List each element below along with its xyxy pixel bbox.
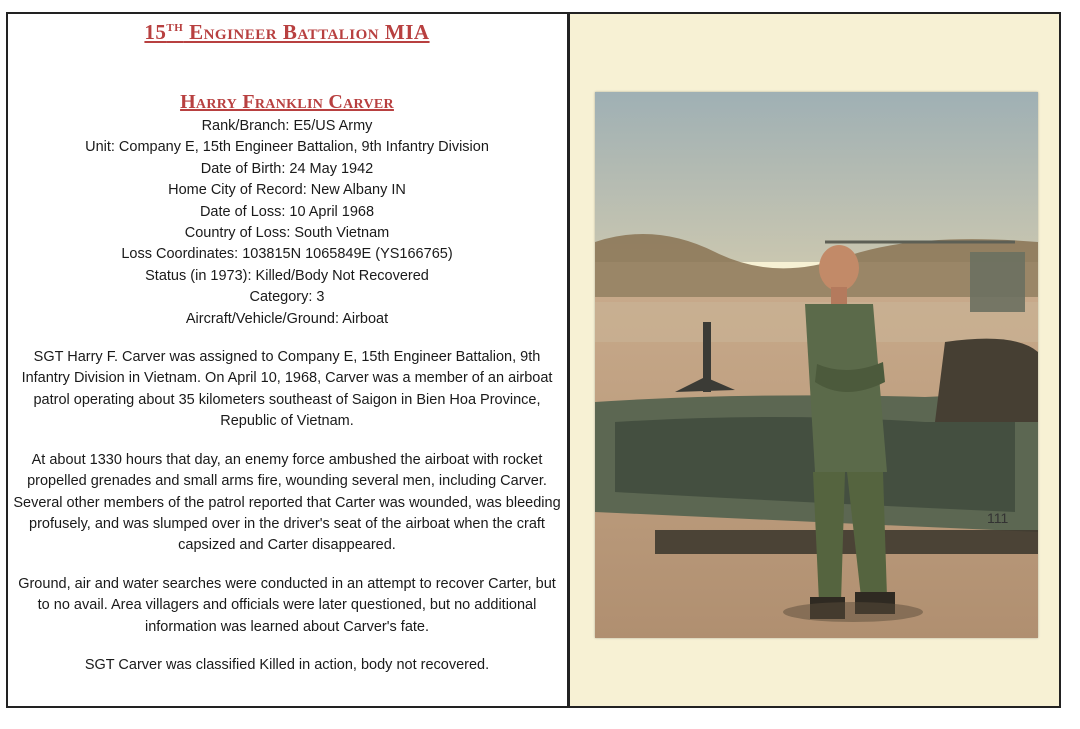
photo-panel [570, 14, 1059, 706]
paragraph-classification: SGT Carver was classified Killed in action, body not recovered. [84, 656, 490, 673]
fact-rank: Rank/Branch: E5/US Army [201, 118, 373, 134]
fact-category: Category: 3 [249, 289, 325, 306]
photo-illustration [595, 92, 1038, 638]
facts-list [8, 116, 566, 330]
paragraph-search: Ground, air and water searches were conducted in an attempt to recover Carter, but to no avail. Area villagers and officials were later questioned, but no additional information was learned about Carver's fate. [18, 575, 556, 635]
fact-home-city: Home City of Record: New Albany IN [168, 182, 406, 199]
paragraph-assignment: SGT Harry F. Carver was assigned to Company E, 15th Engineer Battalion, 9th Infantry Division in Vietnam. On April 10, 1968, Carver was a member of an airboat patrol operating about 35 kilometers southeast of Saigon in Bien Hoa Province, Republic of Vietnam. [21, 349, 553, 430]
fact-loss-coordinates: Loss Coordinates: 103815N 1065849E (YS166765) [121, 246, 453, 263]
fact-vehicle: Aircraft/Vehicle/Ground: Airboat [185, 310, 389, 327]
fact-dob: Date of Birth: 24 May 1942 [200, 160, 374, 177]
soldier-photo [595, 92, 1038, 638]
paragraph-ambush: At about 1330 hours that day, an enemy force ambushed the airboat with rocket propelled grenades and small arms fire, wounding several men, including Carver. Several other members of the patrol reported that Carter was wounded, was bleeding profusely, and was slumped over in the driver's seat of the airboat when the craft capsized and Carter disappeared. [13, 451, 561, 554]
fact-country-of-loss: Country of Loss: South Vietnam [184, 225, 390, 242]
soldier-name: Harry Franklin Carver [180, 91, 394, 113]
fact-unit: Unit: Company E, 15th Engineer Battalion, 9th Infantry Division [85, 139, 489, 156]
boat-number: 111 [987, 510, 1009, 526]
page-heading: 15TH Engineer Battalion MIA [144, 20, 430, 44]
fact-status: Status (in 1973): Killed/Body Not Recovered [145, 267, 429, 284]
fact-date-of-loss: Date of Loss: 10 April 1968 [199, 203, 375, 220]
text-column [8, 14, 566, 706]
